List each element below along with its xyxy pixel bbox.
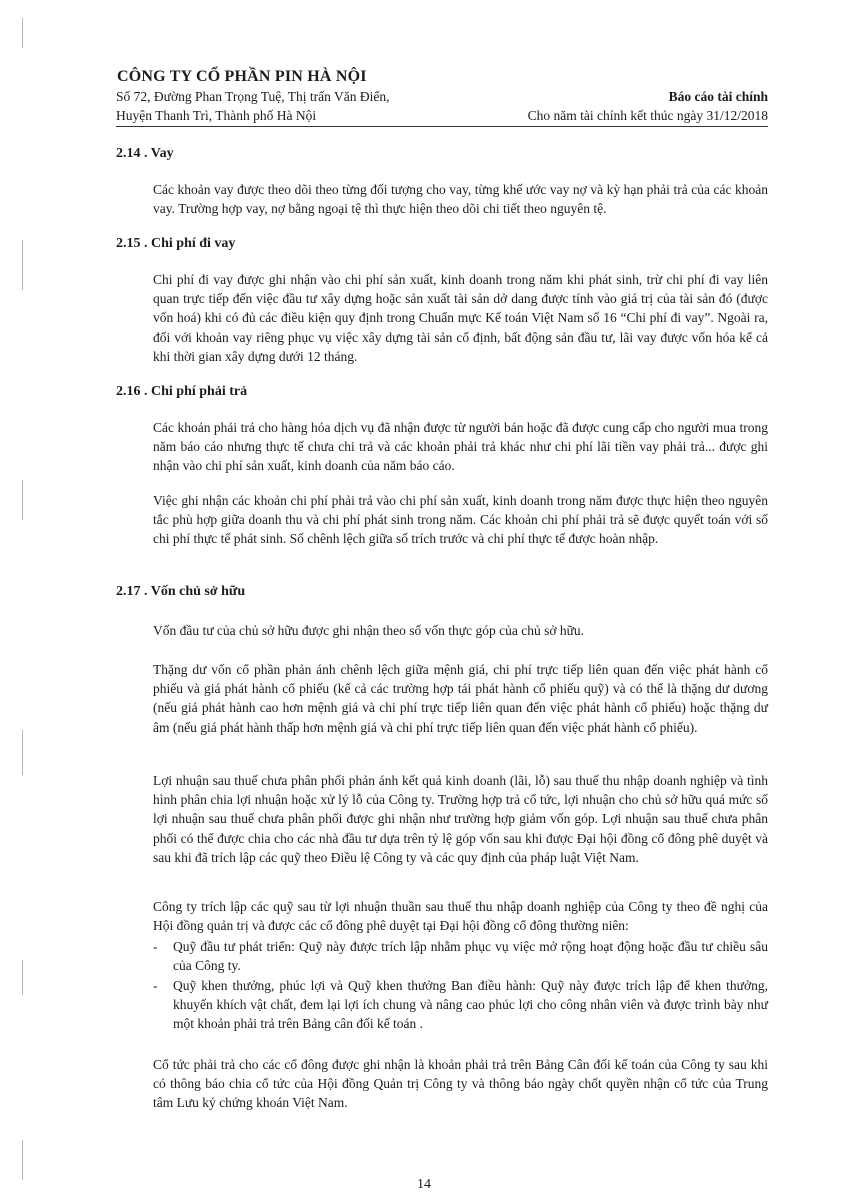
heading-2-17: 2.17 . Vốn chủ sở hữu [116,584,246,599]
heading-2-16: 2.16 . Chi phí phải trả [116,384,248,399]
paragraph-2-16-2: Việc ghi nhận các khoản chi phí phải trả vào chi phí sản xuất, kinh doanh trong năm được thực hiện theo nguyên tắc phù hợp giữa doanh thu và chi phí phát sinh trong năm. Các khoản chi phí phải trả sẽ được quyết toán với số chi phí thực tế phát sinh. Số chênh lệch giữa số trích trước và chi phí thực tế được hoàn nhập. [153,493,768,547]
company-address-line2: Huyện Thanh Trì, Thành phố Hà Nội [116,108,317,123]
bullet-text: Quỹ khen thưởng, phúc lợi và Quỹ khen thưởng Ban điều hành: Quỹ này được trích lập để khen thưởng, khuyến khích vật chất, đem lại lợi ích chung và nâng cao phúc lợi cho công nhân viên và được trình bày như một khoản phải trả trên Bảng cân đối kế toán . [173,978,768,1032]
bullet-text: Quỹ đầu tư phát triển: Quỹ này được trích lập nhằm phục vụ việc mở rộng hoạt động hoặc đầu tư chiều sâu của Công ty. [173,939,768,974]
scan-edge-mark [22,960,23,995]
paragraph-2-14-1: Các khoản vay được theo dõi theo từng đối tượng cho vay, từng khế ước vay nợ và kỳ hạn phải trả của các khoản vay. Trường hợp vay, nợ bằng ngoại tệ thì thực hiện theo dõi chi tiết theo nguyên tệ. [153,182,768,217]
report-title: Báo cáo tài chính [668,89,768,104]
paragraph-2-15-1: Chi phí đi vay được ghi nhận vào chi phí sản xuất, kinh doanh trong năm khi phát sinh, trừ chi phí đi vay liên quan trực tiếp đến việc đầu tư xây dựng hoặc sản xuất tài sản dở dang được tính vào giá trị của tài sản đó (được vốn hoá) khi có đủ các điều kiện quy định trong Chuẩn mực Kế toán Việt Nam số 16 “Chi phí đi vay”. Ngoài ra, đối với khoản vay riêng phục vụ việc xây dựng tài sản cố định, bất động sản đầu tư, lãi vay được vốn hóa kể cả khi thời gian xây dựng dưới 12 tháng. [153,272,768,364]
paragraph-2-17-2: Thặng dư vốn cổ phần phản ánh chênh lệch giữa mệnh giá, chi phí trực tiếp liên quan đến việc phát hành cổ phiếu và giá phát hành cổ phiếu (kể cả các trường hợp tái phát hành cổ phiếu quỹ) và có thể là thặng dư dương (nếu giá phát hành cao hơn mệnh giá và chi phí trực tiếp liên quan đến việc phát hành cổ phiếu) hoặc thặng dư âm (nếu giá phát hành thấp hơn mệnh giá và chi phí trực tiếp liên quan đến việc phát hành cổ phiếu). [153,662,768,735]
heading-2-15: 2.15 . Chi phí đi vay [116,236,236,251]
paragraph-2-17-4: Công ty trích lập các quỹ sau từ lợi nhuận thuần sau thuế thu nhập doanh nghiệp của Công ty theo đề nghị của Hội đồng quản trị và được các cổ đông phê duyệt tại Đại hội đồng cổ đông thường niên: [153,899,768,934]
bullet-marker: - [153,939,158,954]
company-address-line1: Số 72, Đường Phan Trọng Tuệ, Thị trấn Văn Điển, [116,89,390,104]
paragraph-2-17-5: Cổ tức phải trả cho các cổ đông được ghi nhận là khoản phải trả trên Bảng Cân đối kế toán của Công ty sau khi có thông báo chia cổ tức của Hội đồng Quản trị Công ty và thông báo ngày chốt quyền nhận cổ tức của Trung tâm Lưu ký chứng khoán Việt Nam. [153,1057,768,1111]
paragraph-2-16-1: Các khoản phải trả cho hàng hóa dịch vụ đã nhận được từ người bán hoặc đã được cung cấp cho người mua trong năm báo cáo nhưng thực tế chưa chi trả và các khoản phải trả khác như chi phí lãi tiền vay phải trả... được ghi nhận vào chi phí sản xuất, kinh doanh của năm báo cáo. [153,420,768,474]
paragraph-2-17-3: Lợi nhuận sau thuế chưa phân phối phản ánh kết quả kinh doanh (lãi, lỗ) sau thuế thu nhập doanh nghiệp và tình hình phân chia lợi nhuận hoặc xử lý lỗ của Công ty. Trường hợp trả cổ tức, lợi nhuận cho chủ sở hữu quá mức số lợi nhuận sau thuế chưa phân phối được ghi nhận như trường hợp giảm vốn góp. Lợi nhuận sau thuế chưa phân phối có thể được chia cho các nhà đầu tư dựa trên tỷ lệ góp vốn sau khi được Đại hội đồng cổ đông phê duyệt và sau khi đã trích lập các quỹ theo Điều lệ Công ty và các quy định của pháp luật Việt Nam. [153,773,768,865]
heading-2-14: 2.14 . Vay [116,146,174,161]
scan-edge-mark [22,730,23,775]
scan-edge-mark [22,1140,23,1180]
scan-edge-mark [22,480,23,520]
scan-edge-mark [22,18,23,48]
bullet-marker: - [153,978,158,993]
scan-edge-mark [22,240,23,290]
page-number: 14 [417,1177,431,1192]
bullet-item [153,976,768,1034]
bullet-item [153,937,768,975]
header-divider [116,126,768,127]
paragraph-2-17-1: Vốn đầu tư của chủ sở hữu được ghi nhận theo số vốn thực góp của chủ sở hữu. [153,623,585,638]
report-period: Cho năm tài chính kết thúc ngày 31/12/2018 [527,108,768,123]
company-name: CÔNG TY CỔ PHẦN PIN HÀ NỘI [117,68,367,85]
